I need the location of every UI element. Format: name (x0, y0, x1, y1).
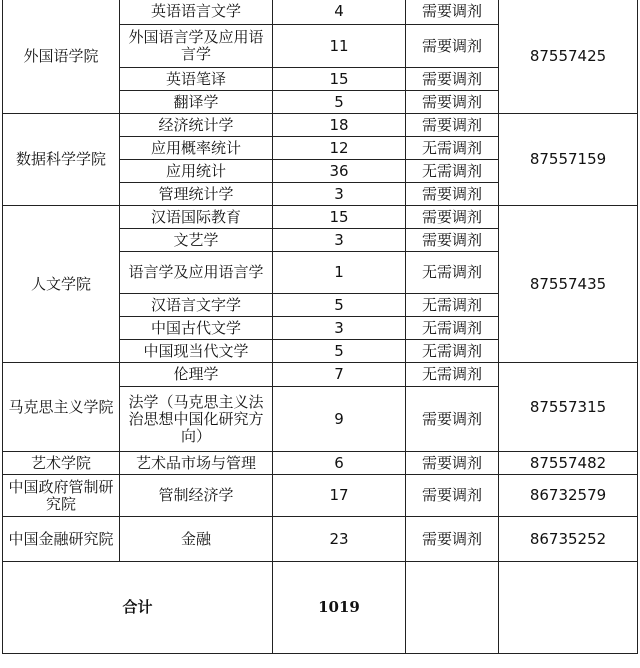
phone-cell: 87557435 (499, 206, 638, 363)
count-cell: 5 (273, 340, 406, 363)
count-cell: 3 (273, 229, 406, 252)
count-cell: 17 (273, 475, 406, 517)
count-cell: 5 (273, 294, 406, 317)
college-cell: 中国金融研究院 (3, 517, 120, 562)
count-cell: 4 (273, 0, 406, 25)
major-cell: 语言学及应用语言学 (120, 252, 273, 294)
status-cell: 无需调剂 (406, 137, 499, 160)
major-cell: 英语语言文学 (120, 0, 273, 25)
total-row (3, 562, 638, 654)
major-cell: 艺术品市场与管理 (120, 452, 273, 475)
count-cell: 5 (273, 91, 406, 114)
major-cell: 管制经济学 (120, 475, 273, 517)
total-empty-cell (406, 562, 499, 654)
count-cell: 15 (273, 206, 406, 229)
table-row (3, 114, 638, 137)
major-cell: 文艺学 (120, 229, 273, 252)
status-cell: 需要调剂 (406, 114, 499, 137)
status-cell: 需要调剂 (406, 206, 499, 229)
major-cell: 中国古代文学 (120, 317, 273, 340)
status-cell: 无需调剂 (406, 317, 499, 340)
status-cell: 无需调剂 (406, 252, 499, 294)
phone-cell: 87557425 (499, 0, 638, 114)
status-cell: 无需调剂 (406, 340, 499, 363)
count-cell: 23 (273, 517, 406, 562)
college-cell: 中国政府管制研究院 (3, 475, 120, 517)
status-cell: 需要调剂 (406, 0, 499, 25)
count-cell: 36 (273, 160, 406, 183)
major-cell: 汉语国际教育 (120, 206, 273, 229)
total-label: 合计 (3, 562, 273, 654)
major-cell: 经济统计学 (120, 114, 273, 137)
count-cell: 15 (273, 68, 406, 91)
college-cell: 人文学院 (3, 206, 120, 363)
status-cell: 需要调剂 (406, 25, 499, 68)
major-cell: 应用统计 (120, 160, 273, 183)
status-cell: 需要调剂 (406, 183, 499, 206)
major-cell: 法学（马克思主义法治思想中国化研究方向） (120, 387, 273, 452)
phone-cell: 87557315 (499, 363, 638, 452)
count-cell: 11 (273, 25, 406, 68)
count-cell: 3 (273, 183, 406, 206)
count-cell: 7 (273, 363, 406, 387)
major-cell: 金融 (120, 517, 273, 562)
major-cell: 英语笔译 (120, 68, 273, 91)
major-cell: 汉语言文字学 (120, 294, 273, 317)
college-cell: 马克思主义学院 (3, 363, 120, 452)
status-cell: 需要调剂 (406, 452, 499, 475)
college-cell: 艺术学院 (3, 452, 120, 475)
status-cell: 无需调剂 (406, 363, 499, 387)
major-cell: 伦理学 (120, 363, 273, 387)
major-cell: 外国语言学及应用语言学 (120, 25, 273, 68)
status-cell: 需要调剂 (406, 387, 499, 452)
table-row (3, 452, 638, 475)
status-cell: 需要调剂 (406, 229, 499, 252)
status-cell: 需要调剂 (406, 517, 499, 562)
table-row (3, 363, 638, 387)
phone-cell: 87557482 (499, 452, 638, 475)
enrollment-table (2, 0, 638, 654)
count-cell: 12 (273, 137, 406, 160)
count-cell: 1 (273, 252, 406, 294)
major-cell: 应用概率统计 (120, 137, 273, 160)
table-row (3, 0, 638, 25)
status-cell: 需要调剂 (406, 475, 499, 517)
college-cell: 外国语学院 (3, 0, 120, 114)
major-cell: 中国现当代文学 (120, 340, 273, 363)
count-cell: 18 (273, 114, 406, 137)
college-cell: 数据科学学院 (3, 114, 120, 206)
count-cell: 6 (273, 452, 406, 475)
total-empty-cell (499, 562, 638, 654)
major-cell: 管理统计学 (120, 183, 273, 206)
table-row (3, 475, 638, 517)
status-cell: 无需调剂 (406, 160, 499, 183)
table-row (3, 206, 638, 229)
status-cell: 需要调剂 (406, 91, 499, 114)
table-row (3, 517, 638, 562)
phone-cell: 86735252 (499, 517, 638, 562)
count-cell: 3 (273, 317, 406, 340)
major-cell: 翻译学 (120, 91, 273, 114)
status-cell: 需要调剂 (406, 68, 499, 91)
phone-cell: 86732579 (499, 475, 638, 517)
count-cell: 9 (273, 387, 406, 452)
phone-cell: 87557159 (499, 114, 638, 206)
status-cell: 无需调剂 (406, 294, 499, 317)
total-count: 1019 (273, 562, 406, 654)
